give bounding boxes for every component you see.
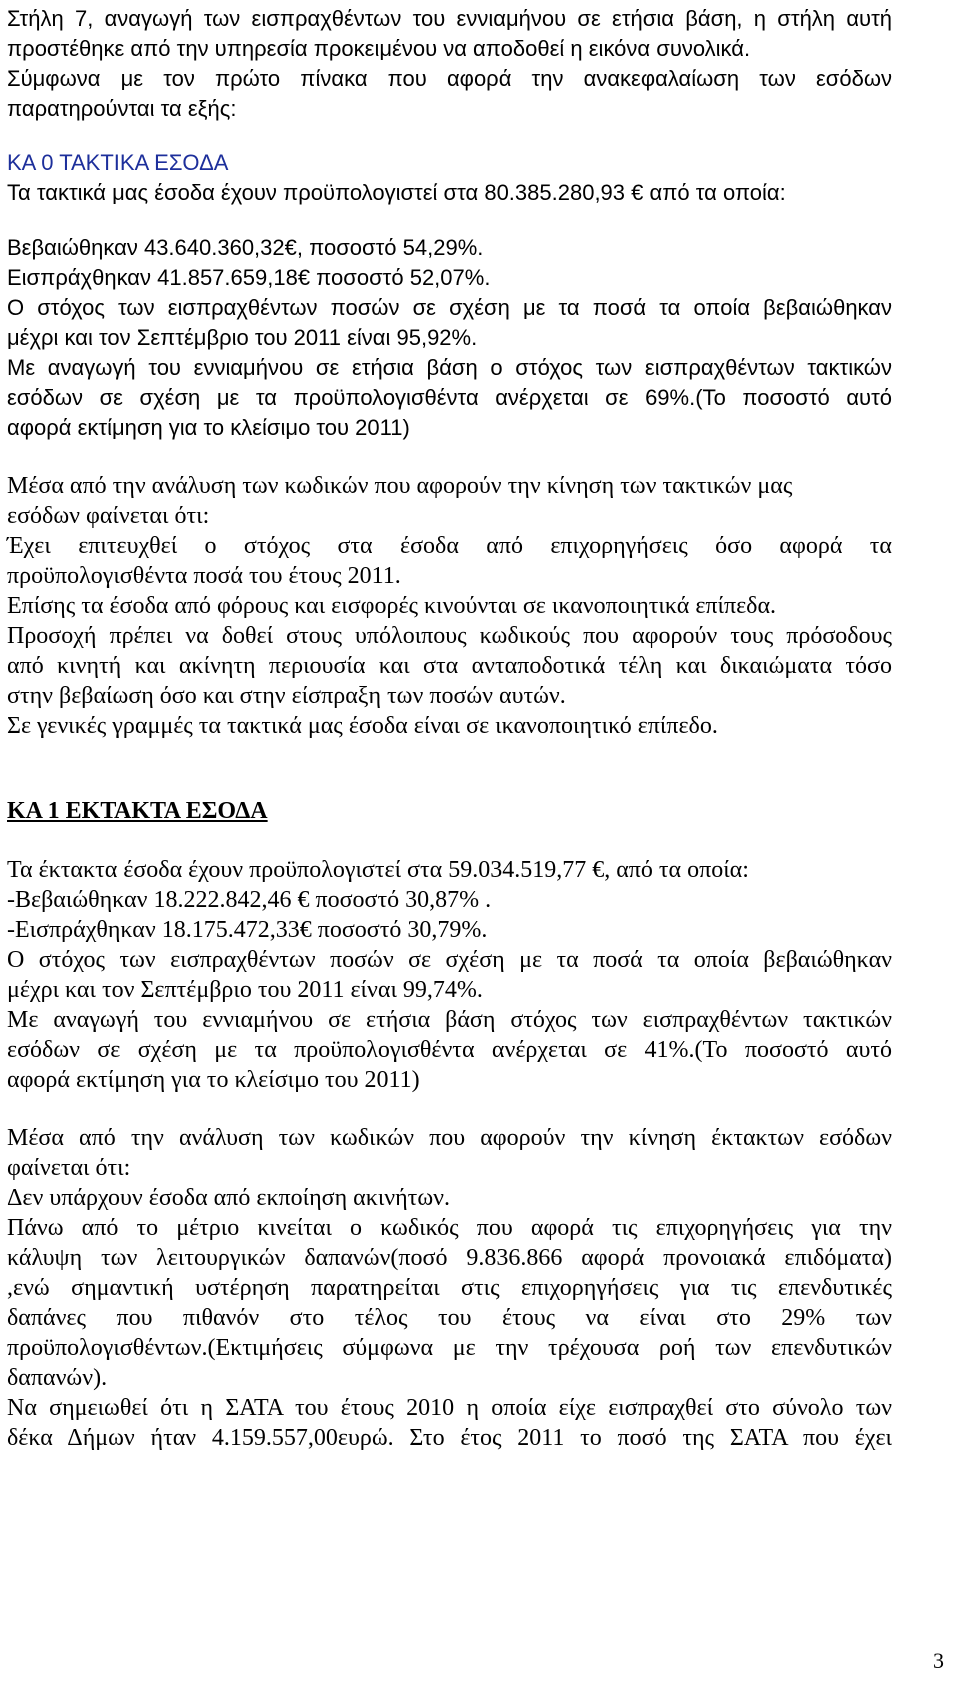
intro-line-4: παρατηρούνται τα εξής: (7, 96, 237, 121)
ka1-grants-line-4: δαπάνες που πιθανόν στο τέλος του έτους να είναι στο 29% των (7, 1305, 892, 1331)
ka1-analysis-line-2: φαίνεται ότι: (7, 1155, 131, 1181)
ka0-grants-line-1: Έχει επιτευχθεί ο στόχος στα έσοδα από επιχορηγήσεις όσο αφορά τα (7, 533, 892, 559)
page-number: 3 (933, 1648, 944, 1673)
ka1-grants-line-2: κάλυψη των λειτουργικών δαπανών(ποσό 9.836.866 αφορά προνοιακά επιδόματα) (7, 1245, 892, 1271)
ka1-certified: -Βεβαιώθηκαν 18.222.842,46 € ποσοστό 30,87% . (7, 887, 492, 913)
ka1-analysis-line-1: Μέσα από την ανάλυση των κωδικών που αφορούν την κίνηση έκτακτων εσόδων (7, 1125, 892, 1151)
ka1-no-property-sales: Δεν υπάρχουν έσοδα από εκποίηση ακινήτων. (7, 1185, 450, 1211)
ka0-budget: Τα τακτικά μας έσοδα έχουν προϋπολογιστεί στα 80.385.280,93 € από τα οποία: (7, 180, 786, 205)
ka0-certified: Βεβαιώθηκαν 43.640.360,32€, ποσοστό 54,29%. (7, 235, 484, 260)
ka0-target-line-2: μέχρι και τον Σεπτέμβριο του 2011 είναι 95,92%. (7, 325, 478, 350)
ka0-heading: ΚΑ 0 ΤΑΚΤΙΚΑ ΕΣΟΔΑ (7, 150, 229, 175)
ka1-target-line-2: μέχρι και τον Σεπτέμβριο του 2011 είναι 99,74%. (7, 977, 483, 1003)
ka1-target-line-1: Ο στόχος των εισπραχθέντων ποσών σε σχέση με τα ποσά τα οποία βεβαιώθηκαν (7, 947, 892, 973)
intro-line-3: Σύμφωνα με τον πρώτο πίνακα που αφορά την ανακεφαλαίωση των εσόδων (7, 66, 892, 91)
ka0-annual-line-1: Με αναγωγή του εννιαμήνου σε ετήσια βάση ο στόχος των εισπραχθέντων τακτικών (7, 355, 892, 380)
ka1-grants-line-6: δαπανών). (7, 1365, 108, 1391)
ka0-analysis-line-2: εσόδων φαίνεται ότι: (7, 503, 210, 529)
ka0-attention-line-1: Προσοχή πρέπει να δοθεί στους υπόλοιπους κωδικούς που αφορούν τους πρόσοδους (7, 623, 892, 649)
ka0-analysis-line-1: Μέσα από την ανάλυση των κωδικών που αφορούν την κίνηση των τακτικών μας (7, 473, 793, 499)
ka1-annual-line-2: εσόδων σε σχέση με τα προϋπολογισθέντα ανέρχεται σε 41%.(Το ποσοστό αυτό (7, 1037, 892, 1063)
ka1-sata-line-2: δέκα Δήμων ήταν 4.159.557,00ευρώ. Στο έτος 2011 το ποσό της ΣΑΤΑ που έχει (7, 1425, 892, 1451)
ka1-grants-line-1: Πάνω από το μέτριο κινείται ο κωδικός που αφορά τις επιχορηγήσεις για την (7, 1215, 892, 1241)
ka0-target-line-1: Ο στόχος των εισπραχθέντων ποσών σε σχέση με τα ποσά τα οποία βεβαιώθηκαν (7, 295, 892, 320)
ka1-budget: Τα έκτακτα έσοδα έχουν προϋπολογιστεί στα 59.034.519,77 €, από τα οποία: (7, 857, 749, 883)
ka0-collected: Εισπράχθηκαν 41.857.659,18€ ποσοστό 52,07%. (7, 265, 491, 290)
intro-line-1: Στήλη 7, αναγωγή των εισπραχθέντων του εννιαμήνου σε ετήσια βάση, η στήλη αυτή (7, 6, 892, 31)
ka0-general: Σε γενικές γραμμές τα τακτικά μας έσοδα είναι σε ικανοποιητικό επίπεδο. (7, 713, 718, 739)
ka0-attention-line-3: στην βεβαίωση όσο και στην είσπραξη των ποσών αυτών. (7, 683, 566, 709)
ka1-grants-line-3: ,ενώ σημαντική υστέρηση παρατηρείται στις επιχορηγήσεις για τις επενδυτικές (7, 1275, 892, 1301)
ka0-annual-line-2: εσόδων σε σχέση με τα προϋπολογισθέντα ανέρχεται σε 69%.(Το ποσοστό αυτό (7, 385, 892, 410)
ka1-sata-line-1: Να σημειωθεί ότι η ΣΑΤΑ του έτους 2010 η οποία είχε εισπραχθεί στο σύνολο των (7, 1395, 892, 1421)
ka0-attention-line-2: από κινητή και ακίνητη περιουσία και στα ανταποδοτικά τέλη και δικαιώματα τόσο (7, 653, 892, 679)
ka0-taxes: Επίσης τα έσοδα από φόρους και εισφορές κινούνται σε ικανοποιητικά επίπεδα. (7, 593, 777, 619)
ka1-heading: ΚΑ 1 ΕΚΤΑΚΤΑ ΕΣΟΔΑ (7, 798, 268, 824)
ka1-grants-line-5: προϋπολογισθέντων.(Εκτιμήσεις σύμφωνα με την τρέχουσα ροή των επενδυτικών (7, 1335, 892, 1361)
ka0-grants-line-2: προϋπολογισθέντα ποσά του έτους 2011. (7, 563, 401, 589)
ka1-annual-line-1: Με αναγωγή του εννιαμήνου σε ετήσια βάση στόχος των εισπραχθέντων τακτικών (7, 1007, 892, 1033)
intro-line-2: προστέθηκε από την υπηρεσία προκειμένου να αποδοθεί η εικόνα συνολικά. (7, 36, 751, 61)
ka0-annual-line-3: αφορά εκτίμηση για το κλείσιμο του 2011) (7, 415, 410, 440)
ka1-annual-line-3: αφορά εκτίμηση για το κλείσιμο του 2011) (7, 1067, 420, 1093)
ka1-collected: -Εισπράχθηκαν 18.175.472,33€ ποσοστό 30,79%. (7, 917, 488, 943)
